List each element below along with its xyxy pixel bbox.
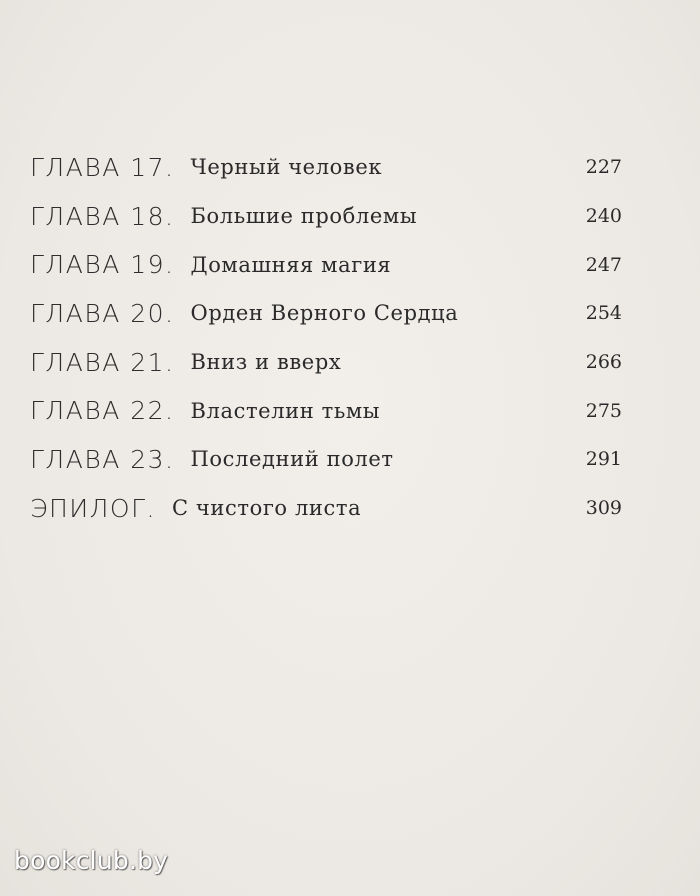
- page-number: 227: [585, 156, 622, 179]
- toc-entry: [30, 435, 622, 484]
- chapter-label: ГЛАВА 18.: [30, 201, 175, 231]
- chapter-label: ГЛАВА 23.: [30, 444, 175, 474]
- table-of-contents: [30, 143, 622, 533]
- toc-entry: [30, 386, 622, 435]
- page-number: 275: [585, 399, 622, 422]
- chapter-label: ГЛАВА 22.: [30, 396, 175, 426]
- toc-entry: [30, 192, 622, 241]
- epilogue-title: С чистого листа: [171, 496, 362, 521]
- page-number: 240: [585, 205, 622, 228]
- chapter-label: ГЛАВА 17.: [30, 152, 175, 182]
- page-number: 266: [585, 351, 622, 374]
- page-number: 309: [585, 497, 622, 520]
- chapter-title: Последний полет: [190, 447, 394, 472]
- toc-entry: [30, 338, 622, 387]
- page-number: 247: [585, 253, 622, 276]
- toc-entry: [30, 484, 622, 533]
- chapter-title: Черный человек: [190, 155, 383, 180]
- chapter-label: ГЛАВА 19.: [30, 250, 175, 280]
- toc-entry: [30, 143, 622, 192]
- chapter-title: Домашняя магия: [190, 252, 392, 277]
- epilogue-label: ЭПИЛОГ.: [30, 493, 156, 523]
- chapter-label: ГЛАВА 21.: [30, 347, 175, 377]
- chapter-title: Вниз и вверх: [190, 350, 342, 375]
- page-number: 254: [585, 302, 622, 325]
- toc-entry: [30, 289, 622, 338]
- chapter-title: Властелин тьмы: [190, 398, 381, 423]
- chapter-label: ГЛАВА 20.: [30, 298, 175, 328]
- toc-entry: [30, 240, 622, 289]
- page-number: 291: [585, 448, 622, 471]
- site-watermark: bookclub.by: [14, 846, 169, 875]
- chapter-title: Орден Верного Сердца: [190, 301, 459, 326]
- chapter-title: Большие проблемы: [190, 204, 418, 229]
